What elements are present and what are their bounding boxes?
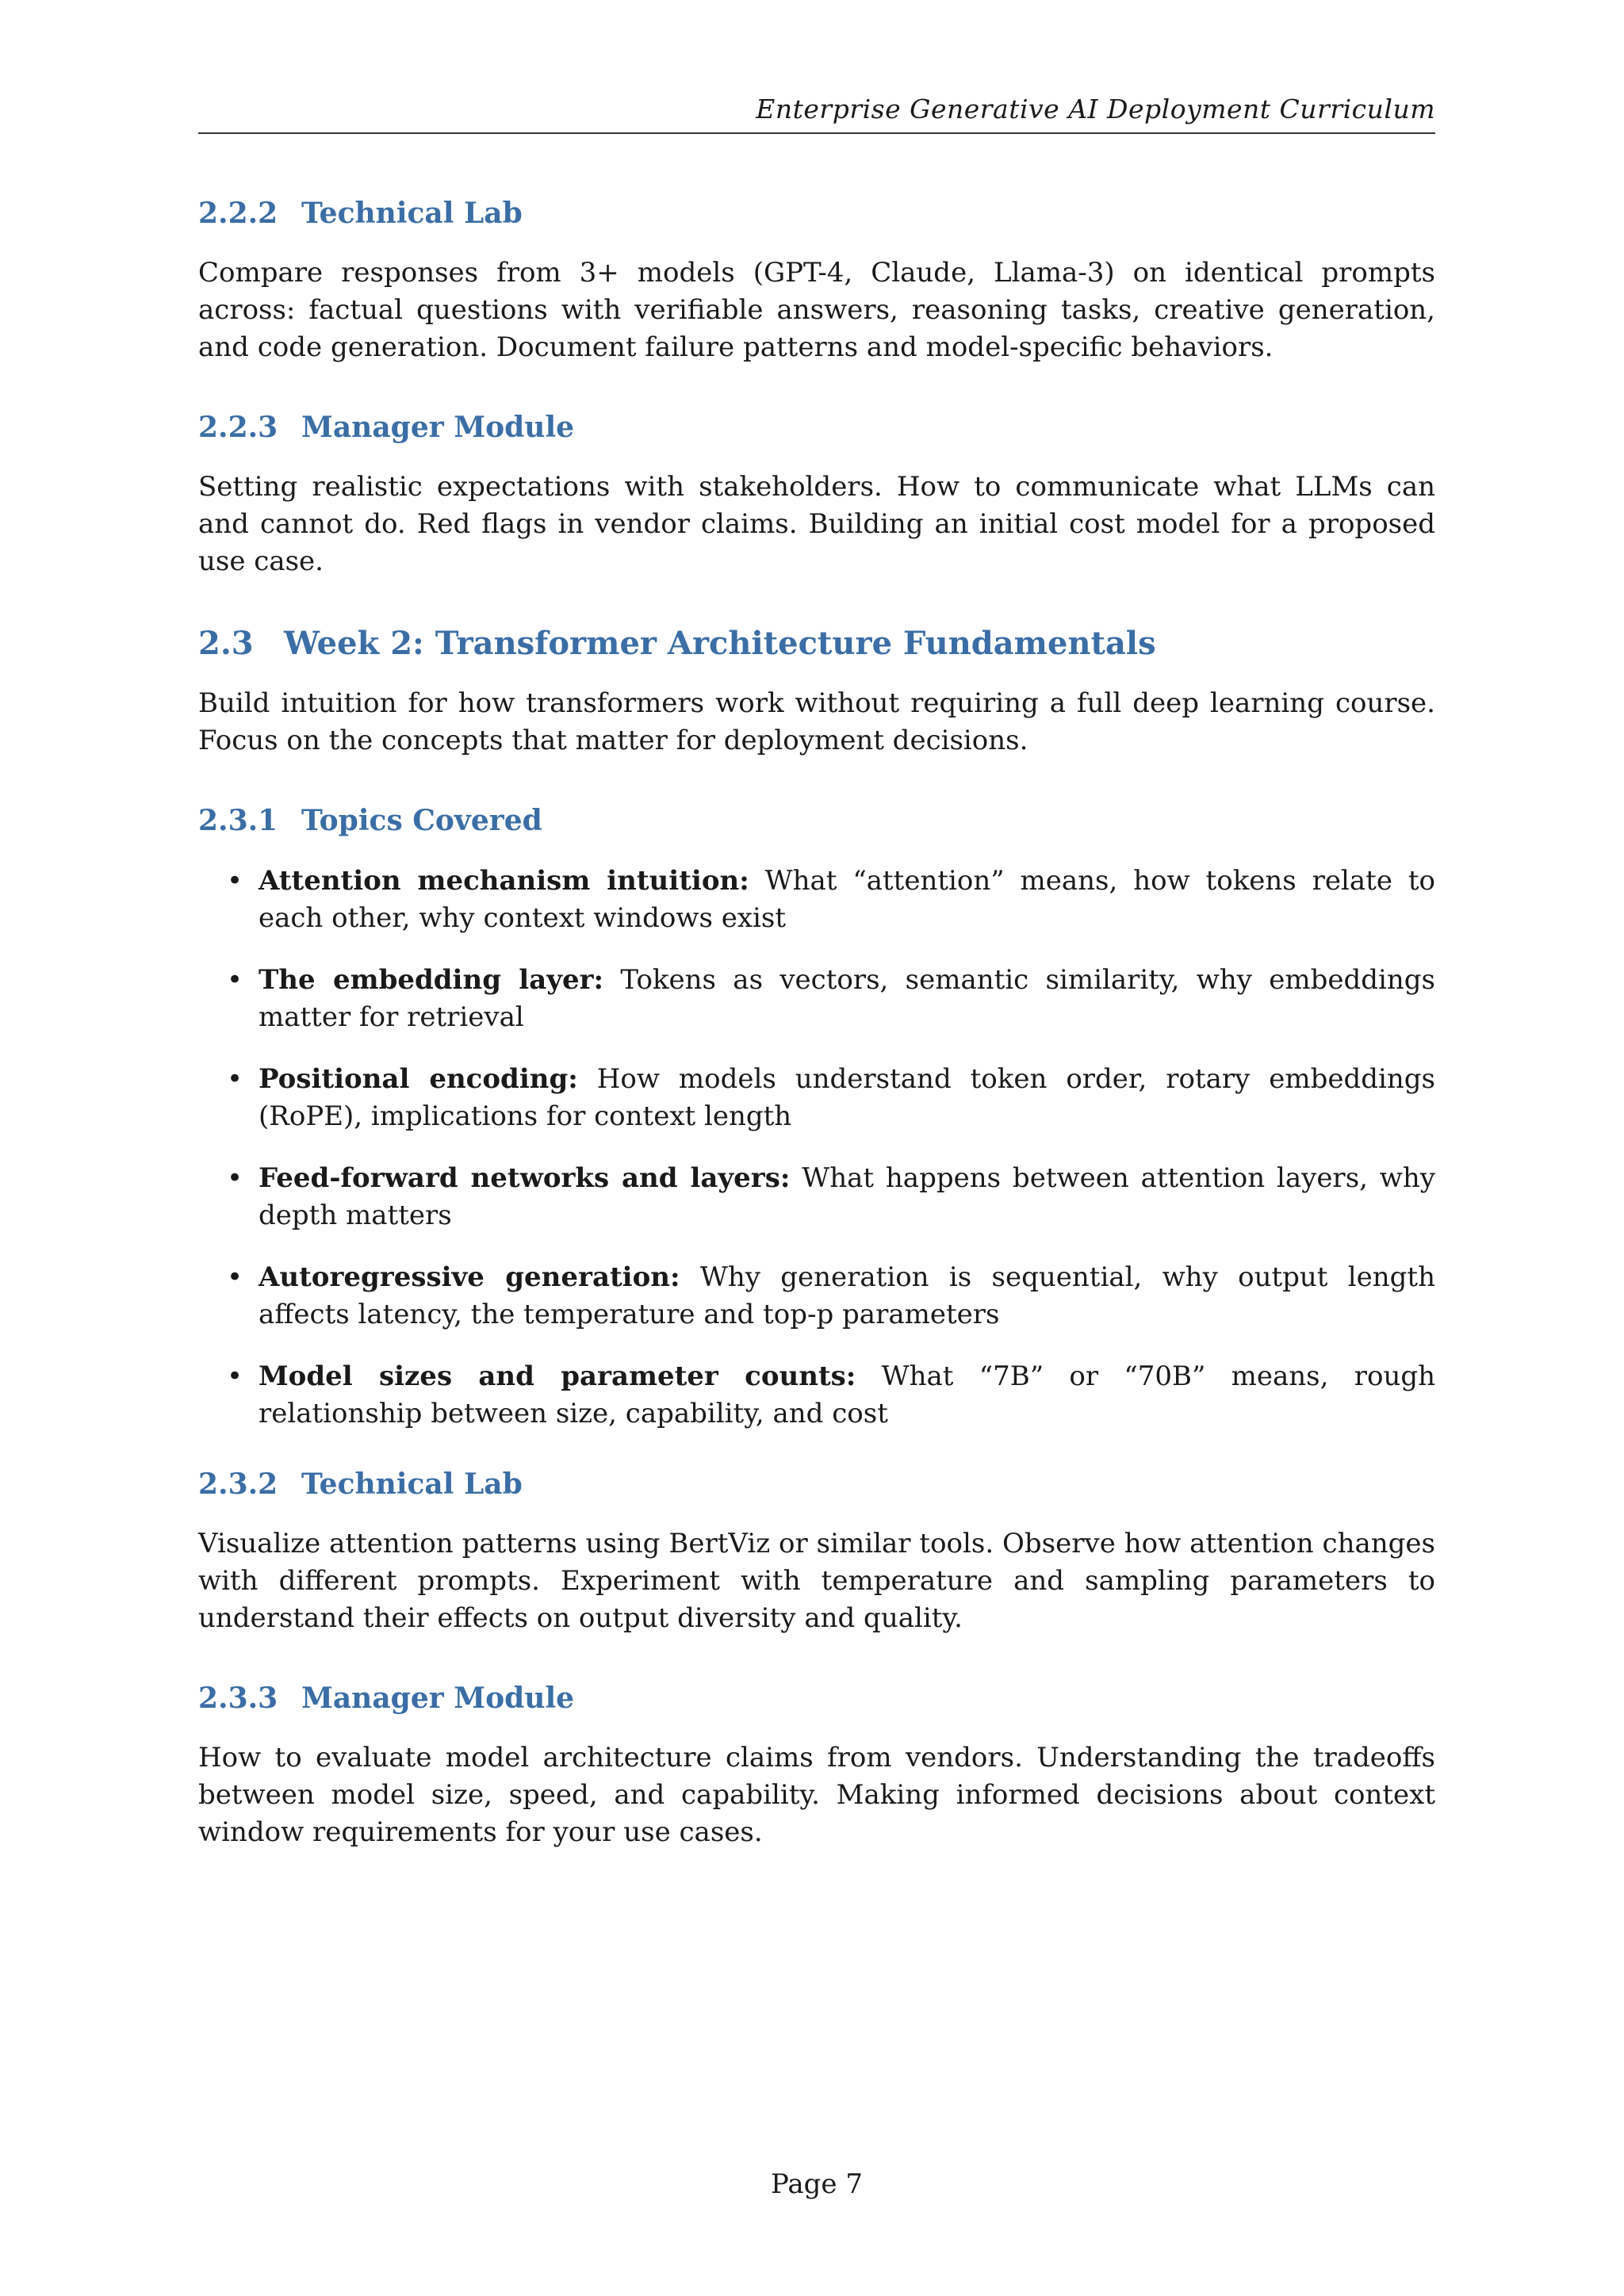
heading-title: Manager Module [301, 1681, 575, 1715]
bullet-icon: • [227, 1161, 243, 1194]
paragraph-2-2-3: Setting realistic expectations with stakeholders. How to communicate what LLMs can and cannot do. Red flags in vendor claims. Building an initial cost model for a proposed use case. [198, 471, 1435, 578]
heading-number: 2.3.2 [198, 1467, 278, 1501]
topic-text: What “7B” or “70B” means, rough relationship between size, capability, and cost [259, 1360, 1435, 1429]
topic-term: The embedding layer: [259, 963, 604, 996]
heading-2-3-2 [198, 1468, 1435, 1502]
page-content [198, 197, 1435, 1896]
topic-text: How models understand token order, rotary embeddings (RoPE), implications for context length [259, 1062, 1435, 1132]
header-rule [198, 132, 1435, 134]
topic-text: Tokens as vectors, semantic similarity, why embeddings matter for retrieval [259, 963, 1435, 1033]
heading-title: Technical Lab [301, 197, 523, 230]
heading-2-2-2 [198, 197, 1435, 231]
bullet-icon: • [227, 963, 243, 996]
topic-term: Feed-forward networks and layers: [259, 1161, 791, 1194]
heading-2-2-3 [198, 411, 1435, 445]
bullet-icon: • [227, 1062, 243, 1095]
running-header: Enterprise Generative AI Deployment Curriculum [756, 94, 1435, 124]
paragraph-2-3-3: How to evaluate model architecture claims from vendors. Understanding the tradeoffs between model size, speed, and capability. Making informed decisions about context window requirements for your use cases. [198, 1741, 1435, 1848]
topic-term: Positional encoding: [259, 1062, 578, 1095]
list-item [198, 1358, 1435, 1433]
list-item [198, 962, 1435, 1036]
heading-number: 2.3.3 [198, 1681, 278, 1715]
heading-title: Week 2: Transformer Architecture Fundamentals [284, 625, 1156, 663]
topic-term: Attention mechanism intuition: [259, 864, 749, 897]
list-item [198, 1061, 1435, 1135]
heading-number: 2.2.2 [198, 197, 278, 230]
topics-list [198, 863, 1435, 1433]
list-item [198, 863, 1435, 937]
topic-text: Why generation is sequential, why output length affects latency, the temperature and top-p parameters [259, 1261, 1435, 1330]
paragraph-2-2-2: Compare responses from 3+ models (GPT-4, Claude, Llama-3) on identical prompts across: factual questions with verifiable answers, reasoning tasks, creative generation, and code generation. Document failure patterns and model-specific behaviors. [198, 257, 1435, 364]
paragraph-2-3-2: Visualize attention patterns using BertViz or similar tools. Observe how attention changes with different prompts. Experiment with temperature and sampling parameters to understand their effects on output diversity and quality. [198, 1527, 1435, 1634]
heading-title: Technical Lab [301, 1467, 523, 1501]
list-item [198, 1259, 1435, 1334]
heading-2-3-3 [198, 1682, 1435, 1716]
heading-2-3-1 [198, 804, 1435, 838]
heading-number: 2.3 [198, 625, 254, 663]
topic-text: What “attention” means, how tokens relate to each other, why context windows exist [259, 864, 1435, 934]
list-item [198, 1160, 1435, 1234]
heading-2-3 [198, 625, 1435, 663]
heading-number: 2.2.3 [198, 411, 278, 445]
heading-number: 2.3.1 [198, 804, 278, 838]
topic-term: Model sizes and parameter counts: [259, 1360, 856, 1392]
bullet-icon: • [227, 1360, 243, 1392]
document-page [198, 0, 1435, 2296]
paragraph-2-3: Build intuition for how transformers work without requiring a full deep learning course. Focus on the concepts that matter for deployment decisions. [198, 687, 1435, 757]
topic-term: Autoregressive generation: [259, 1261, 680, 1293]
heading-title: Manager Module [301, 411, 575, 445]
bullet-icon: • [227, 864, 243, 897]
heading-title: Topics Covered [301, 804, 542, 838]
page-number: Page 7 [771, 2168, 863, 2200]
topic-text: What happens between attention layers, why depth matters [259, 1161, 1436, 1231]
bullet-icon: • [227, 1261, 243, 1293]
